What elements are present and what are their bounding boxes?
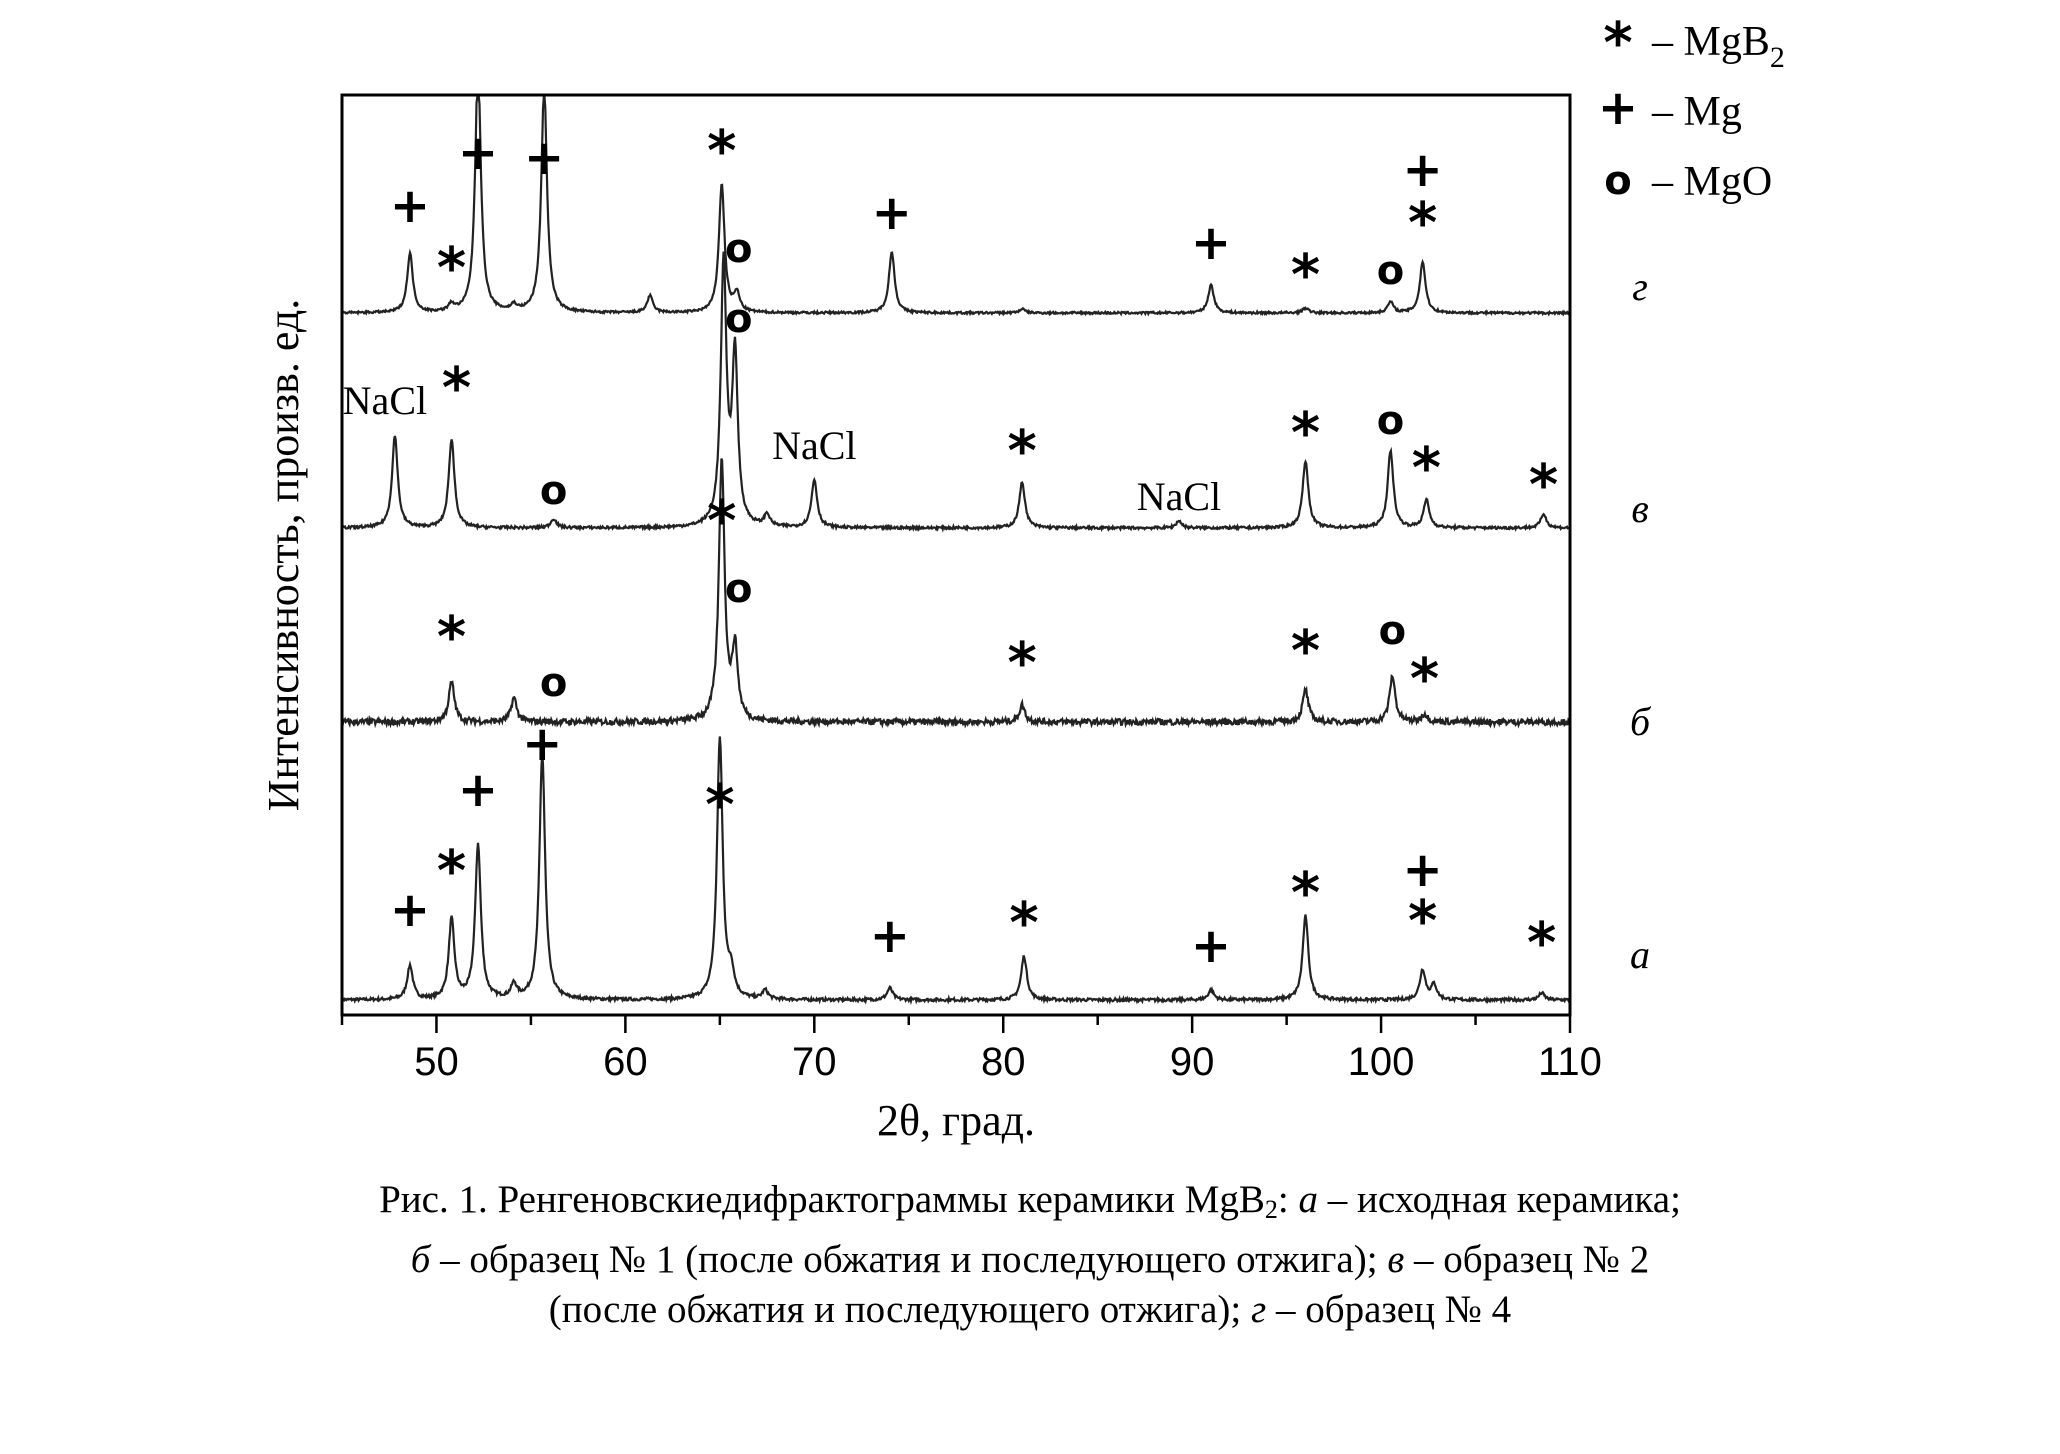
peak-annotation: * — [436, 839, 467, 904]
caption-line-2 — [0, 1235, 2060, 1285]
legend — [1598, 11, 1785, 205]
peak-annotation: * — [436, 605, 467, 670]
series-label-b: б — [1629, 699, 1651, 744]
peak-annotation: o — [1376, 248, 1405, 294]
peak-annotation: * — [1411, 436, 1442, 501]
caption-letter-v: в — [1387, 1238, 1405, 1281]
peak-annotation: * — [1527, 911, 1557, 976]
peak-annotation: + — [1190, 918, 1232, 974]
legend-symbol: o — [1604, 158, 1632, 204]
peak-annotation: + — [457, 762, 499, 818]
peak-annotation: * — [1407, 191, 1438, 256]
peak-annotation: + — [1190, 215, 1232, 271]
x-tick-label: 60 — [603, 1040, 648, 1084]
peak-annotations — [343, 119, 1559, 976]
legend-text: – MgB$_2$ — [1652, 19, 1785, 74]
legend-subscript: 2 — [1769, 41, 1785, 74]
caption-text: – образец № 4 — [1266, 1288, 1512, 1331]
peak-annotation: * — [1407, 889, 1438, 954]
caption-text: (после обжатия и последующего отжига); — [548, 1288, 1252, 1331]
caption-text: – образец № 2 — [1404, 1238, 1650, 1281]
legend-item — [1604, 158, 1772, 205]
peak-annotation: + — [1402, 842, 1443, 898]
peak-annotation: * — [1528, 453, 1559, 518]
peak-annotation: o — [539, 660, 568, 706]
peak-annotation: * — [1290, 243, 1321, 308]
x-tick-label: 90 — [1169, 1040, 1215, 1084]
peak-annotation: NaCl — [772, 423, 857, 468]
peak-annotation: o — [724, 226, 753, 272]
peak-annotation: NaCl — [1136, 474, 1222, 519]
peak-annotation: + — [524, 130, 565, 186]
series-label-a: а — [1630, 932, 1650, 977]
x-tick-label: 100 — [1347, 1040, 1415, 1084]
peak-annotation: + — [389, 178, 431, 234]
peak-annotation: + — [457, 125, 499, 181]
peak-annotation: + — [871, 185, 912, 241]
legend-symbol: + — [1597, 80, 1639, 136]
peak-annotation: + — [389, 882, 431, 938]
y-axis-label: Интенсивность, произв. ед. — [259, 298, 308, 812]
legend-item — [1603, 11, 1785, 76]
peak-annotation: * — [1290, 619, 1321, 684]
caption-text: – исходная керамика; — [1317, 1178, 1681, 1221]
x-axis — [342, 1015, 1602, 1084]
x-tick-label: 110 — [1538, 1040, 1602, 1084]
peak-annotation: * — [1009, 891, 1039, 956]
peak-annotation: o — [724, 296, 753, 342]
series-line-b — [342, 459, 1569, 725]
peak-annotation: + — [869, 908, 910, 964]
peak-annotation: * — [1007, 631, 1037, 696]
x-tick-label: 80 — [980, 1040, 1026, 1084]
peak-annotation: o — [1376, 398, 1405, 444]
x-tick-label: 50 — [414, 1040, 459, 1084]
series-label-v: в — [1631, 486, 1649, 531]
peak-annotation: * — [1290, 861, 1321, 926]
legend-text: – MgO — [1652, 159, 1773, 205]
figure-caption — [0, 1175, 2060, 1335]
peak-annotation: NaCl — [342, 378, 428, 423]
peak-annotation: * — [705, 773, 735, 838]
peak-annotation: * — [1290, 401, 1321, 466]
caption-letter-b: б — [410, 1238, 431, 1281]
x-axis-label: 2θ, град. — [876, 1096, 1036, 1145]
plot-frame — [342, 95, 1570, 1015]
legend-symbol: * — [1603, 11, 1633, 76]
peak-annotation: * — [436, 236, 467, 301]
x-tick-label: 70 — [792, 1040, 837, 1084]
caption-text: : — [1277, 1178, 1299, 1221]
peak-annotation: o — [1378, 608, 1407, 654]
peak-annotation: * — [1409, 647, 1440, 712]
peak-annotation: o — [724, 566, 753, 612]
peak-annotation: + — [522, 716, 563, 772]
peak-annotation: * — [441, 356, 472, 421]
caption-text: Рис. 1. Ренгеновскиедифрактограммы керамики MgB — [379, 1178, 1265, 1221]
caption-line-3 — [0, 1285, 2060, 1335]
caption-line-1 — [0, 1175, 2060, 1235]
peak-annotation: o — [539, 468, 568, 514]
peak-annotation: * — [707, 489, 737, 554]
series-line-a — [342, 736, 1569, 1001]
caption-text: – образец № 1 (после обжатия и последующего отжига); — [430, 1238, 1388, 1281]
series-labels — [1630, 264, 1652, 977]
peak-annotation: * — [1007, 419, 1037, 484]
peak-annotation: + — [1402, 142, 1443, 198]
caption-subscript: 2 — [1264, 1195, 1278, 1224]
series-layer — [342, 97, 1569, 1001]
caption-letter-a: а — [1298, 1178, 1318, 1221]
legend-item — [1598, 80, 1742, 136]
series-label-g: г — [1632, 264, 1648, 309]
caption-letter-g: г — [1251, 1288, 1267, 1331]
peak-annotation: * — [707, 119, 737, 184]
legend-text: – Mg — [1652, 89, 1742, 135]
